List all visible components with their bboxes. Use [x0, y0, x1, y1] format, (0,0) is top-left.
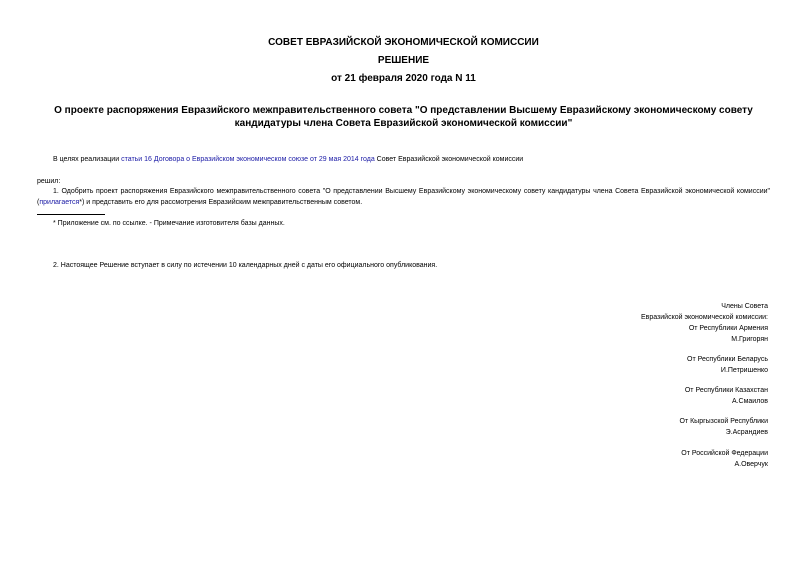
doc-type: РЕШЕНИЕ: [377, 55, 430, 66]
footnote-divider: [37, 214, 105, 215]
signatory-country: От Республики Беларусь: [687, 356, 768, 363]
signatory-name: А.Смаилов: [731, 398, 768, 405]
signatory-block: [548, 354, 768, 376]
preamble-text-post: Совет Евразийской экономической комиссии: [374, 156, 524, 163]
doc-subject: О проекте распоряжения Евразийского межправительственного совета "О представлении Высшему Евразийскому экономическому совету кандидатуры члена Совета Евразийской экономической комиссии": [54, 105, 753, 129]
signatures-heading-line2: Евразийской экономической комиссии:: [640, 314, 768, 321]
signatory-country: От Российской Федерации: [681, 450, 768, 457]
attachment-link[interactable]: прилагается: [39, 199, 80, 206]
paragraph-1: [37, 186, 770, 208]
signatory-block: [548, 448, 768, 470]
decided-label: решил:: [37, 178, 61, 185]
paragraph-1-text-post: *) и представить его для рассмотрения Евразийским межправительственным советом.: [79, 199, 363, 206]
signatory-name: М.Григорян: [731, 336, 768, 343]
signatory-name: Э.Асрандиев: [725, 429, 768, 436]
preamble-text-pre: В целях реализации: [53, 156, 122, 163]
doc-date-number: от 21 февраля 2020 года N 11: [331, 73, 476, 84]
signatures-heading: [548, 301, 768, 345]
signatory-block: [548, 385, 768, 407]
paragraph-2: 2. Настоящее Решение вступает в силу по истечении 10 календарных дней с даты его официального опубликования.: [53, 262, 438, 269]
treaty-article-link[interactable]: статьи 16 Договора о Евразийском экономическом союзе от 29 мая 2014 года: [121, 156, 375, 163]
signatory-country: От Кыргызской Республики: [679, 418, 768, 425]
signatures-heading-line1: Члены Совета: [721, 303, 768, 310]
org-title: СОВЕТ ЕВРАЗИЙСКОЙ ЭКОНОМИЧЕСКОЙ КОМИССИИ: [268, 37, 539, 48]
paragraph-preamble: [53, 154, 773, 165]
signatory-name: А.Оверчук: [734, 461, 768, 468]
paragraph-1-text-pre: 1. Одобрить проект распоряжения Евразийского межправительственного совета "О представлении Высшему Евразийскому экономическому совету кандидатуры члена Совета Евразийской экономической комиссии" (: [37, 188, 770, 206]
signatory-name: И.Петришенко: [720, 367, 768, 374]
signatory-country: От Республики Армения: [688, 325, 768, 332]
signatory-country: От Республики Казахстан: [684, 387, 768, 394]
footnote: * Приложение см. по ссылке. - Примечание изготовителя базы данных.: [53, 220, 285, 227]
signatory-block: [548, 416, 768, 438]
